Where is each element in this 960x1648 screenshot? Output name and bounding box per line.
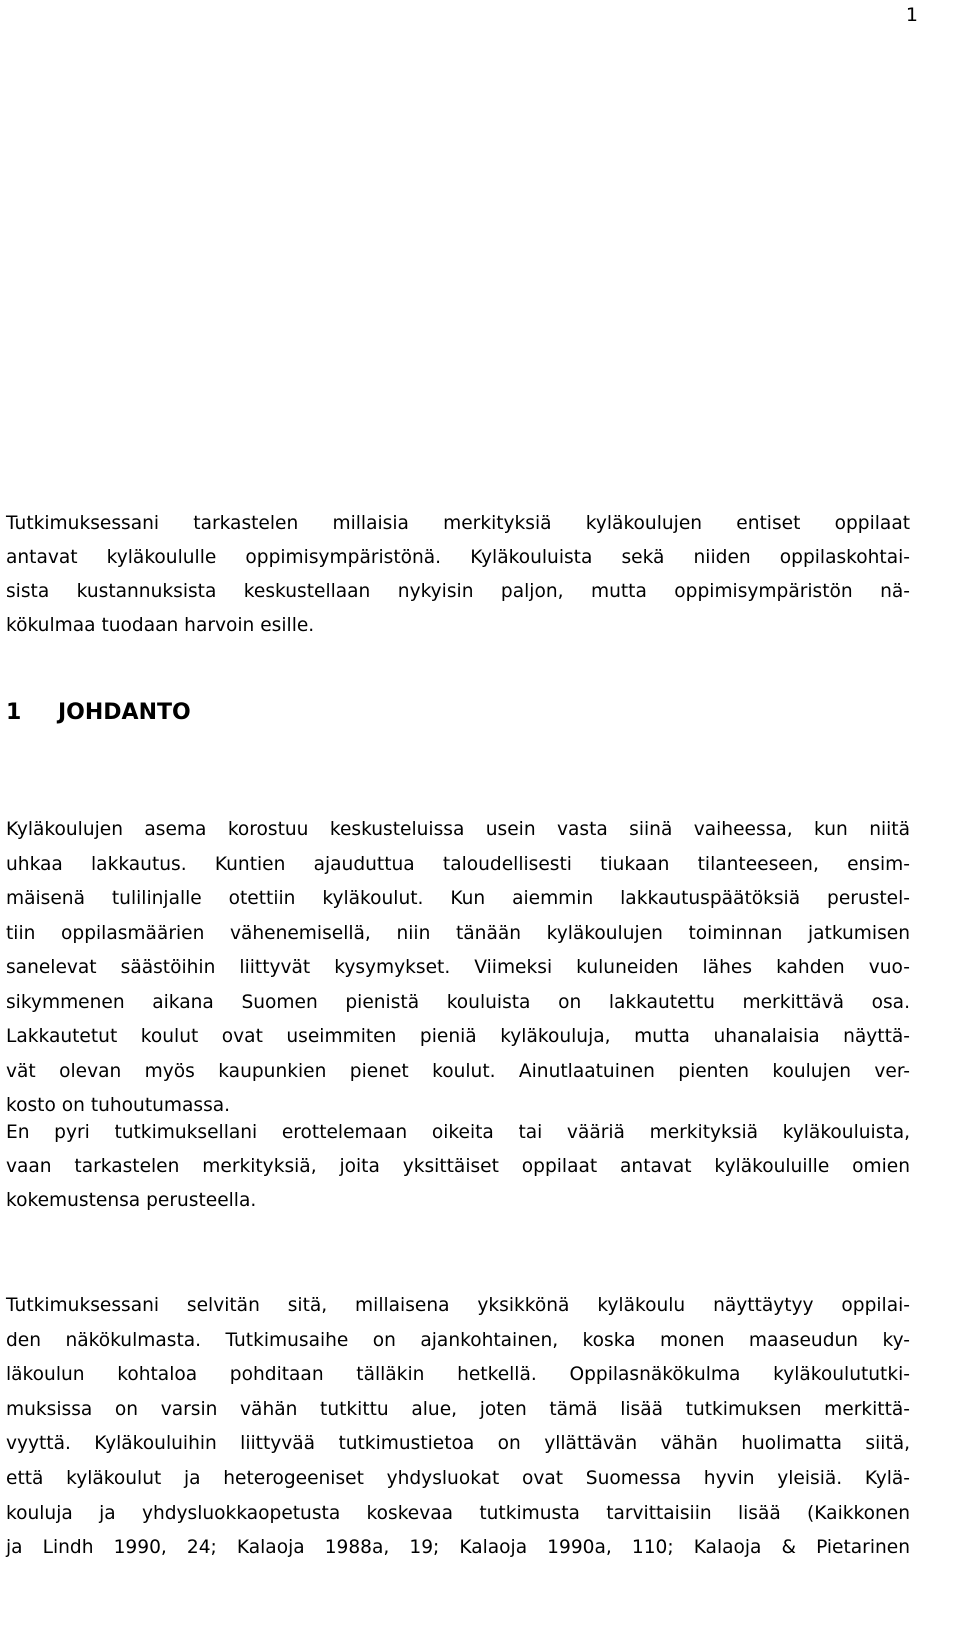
text-line: Lakkautetut koulut ovat useimmiten pieniä kyläkouluja, mutta uhanalaisia näyttä-: [6, 1026, 910, 1047]
text-line: Kyläkoulujen asema korostuu keskusteluissa usein vasta siinä vaiheessa, kun niitä: [6, 819, 910, 840]
paragraph-1: [6, 507, 910, 643]
text-line: uhkaa lakkautus. Kuntien ajauduttua taloudellisesti tiukaan tilanteeseen, ensim-: [6, 853, 910, 875]
text-line: den näkökulmasta. Tutkimusaihe on ajankohtainen, koska monen maaseudun ky-: [6, 1329, 910, 1351]
text-line: että kyläkoulut ja heterogeeniset yhdysluokat ovat Suomessa hyvin yleisiä. Kylä-: [6, 1467, 910, 1489]
text-line: Tutkimuksessani selvitän sitä, millaisena yksikkönä kyläkoulu näyttäytyy oppilai-: [6, 1295, 910, 1316]
text-line: läkoulun kohtaloa pohditaan tälläkin hetkellä. Oppilasnäkökulma kyläkoulututki-: [6, 1364, 910, 1386]
text-line: vyyttä. Kyläkouluihin liittyvää tutkimustietoa on yllättävän vähän huolimatta siitä,: [6, 1433, 910, 1455]
page-number: 1: [905, 4, 918, 26]
text-line: ja Lindh 1990, 24; Kalaoja 1988a, 19; Kalaoja 1990a, 110; Kalaoja & Pietarinen: [6, 1537, 910, 1559]
paragraph-4: [6, 1289, 910, 1566]
text-line: vaan tarkastelen merkityksiä, joita yksittäiset oppilaat antavat kyläkouluille omien: [6, 1156, 910, 1177]
text-line: sikymmenen aikana Suomen pienistä kouluista on lakkautettu merkittävä osa.: [6, 991, 910, 1013]
text-line: kouluja ja yhdysluokkaopetusta koskevaa tutkimusta tarvittaisiin lisää (Kaikkonen: [6, 1502, 910, 1524]
paragraph-3: [6, 1116, 910, 1218]
text-line: sanelevat säästöihin liittyvät kysymykset. Viimeksi kuluneiden lähes kahden vuo-: [6, 957, 910, 978]
text-line: Tutkimuksessani tarkastelen millaisia merkityksiä kyläkoulujen entiset oppilaat: [6, 513, 910, 534]
text-line: kosto on tuhoutumassa.: [6, 1095, 231, 1116]
paragraph-2: [6, 813, 910, 1124]
text-line: mäisenä tulilinjalle otettiin kyläkoulut. Kun aiemmin lakkautuspäätöksiä perustel-: [6, 888, 910, 909]
text-line: kokemustensa perusteella.: [6, 1190, 257, 1211]
text-line: muksissa on varsin vähän tutkittu alue, joten tämä lisää tutkimuksen merkittä-: [6, 1398, 910, 1420]
chapter-heading: [6, 700, 191, 725]
chapter-number: 1: [6, 700, 22, 725]
text-line: En pyri tutkimuksellani erottelemaan oikeita tai vääriä merkityksiä kyläkouluista,: [6, 1122, 910, 1143]
text-line: kökulmaa tuodaan harvoin esille.: [6, 615, 315, 636]
text-line: antavat kyläkoululle oppimisympäristönä. Kyläkouluista sekä niiden oppilaskohtai-: [6, 547, 910, 568]
text-line: vät olevan myös kaupunkien pienet koulut. Ainutlaatuinen pienten koulujen ver-: [6, 1060, 910, 1082]
text-line: tiin oppilasmäärien vähenemisellä, niin tänään kyläkoulujen toiminnan jatkumisen: [6, 922, 910, 944]
text-line: sista kustannuksista keskustellaan nykyisin paljon, mutta oppimisympäristön nä-: [6, 581, 910, 602]
chapter-title: JOHDANTO: [58, 700, 191, 725]
